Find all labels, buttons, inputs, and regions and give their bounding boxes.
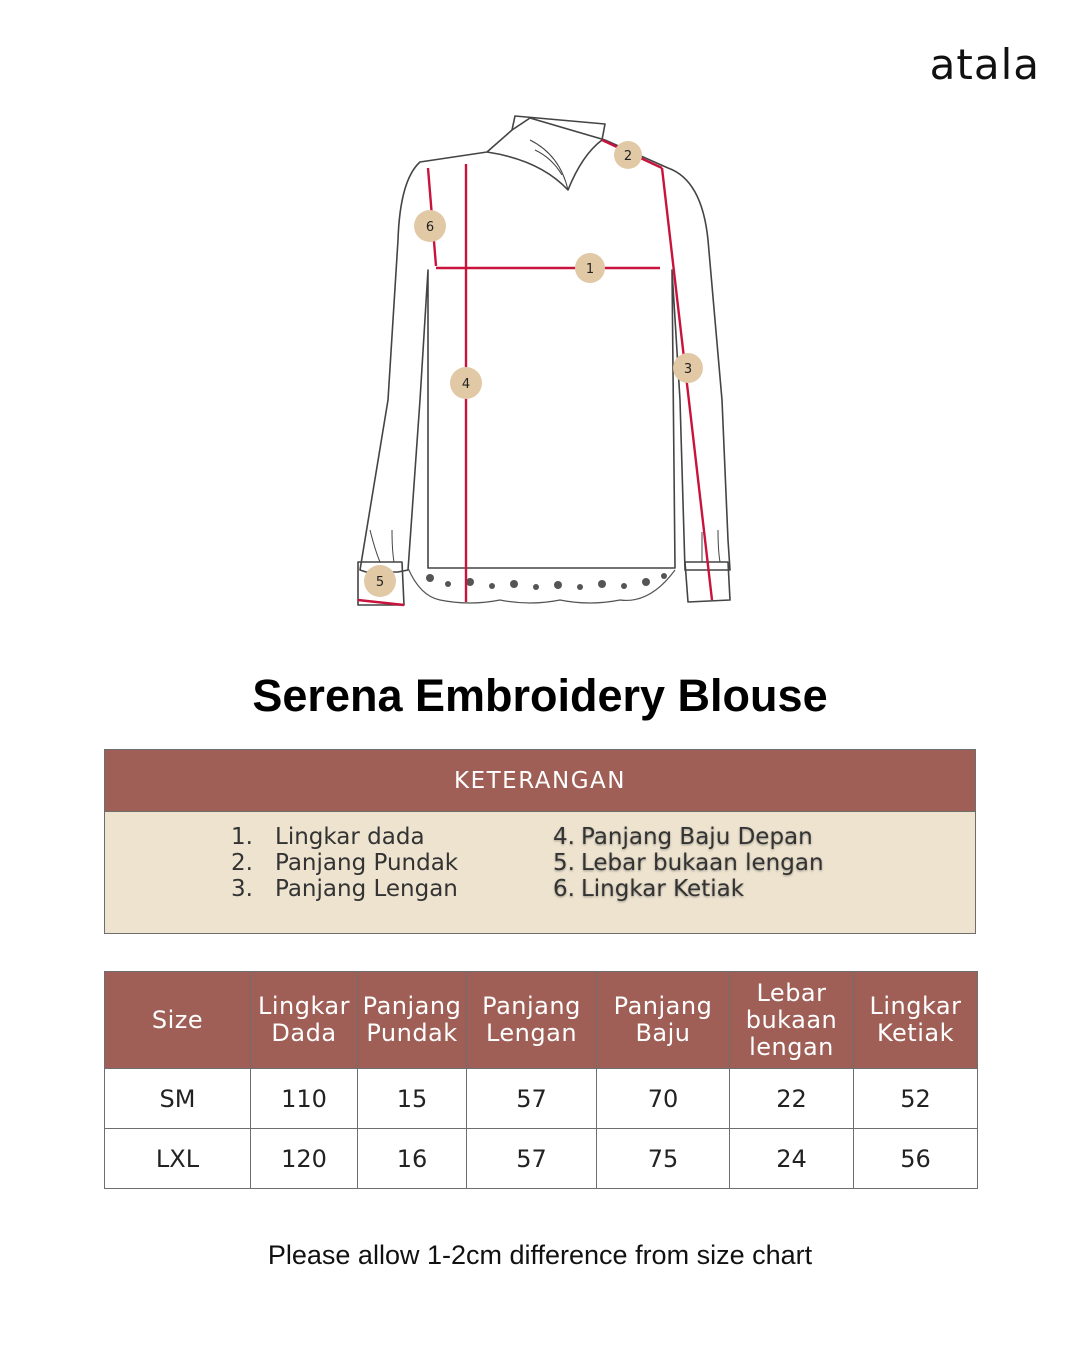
size-disclaimer: Please allow 1-2cm difference from size chart — [267, 1240, 813, 1270]
legend-item: 2. Panjang Pundak — [231, 850, 459, 876]
size-chart-table — [104, 971, 978, 1189]
cell-panjang-baju: 75 — [597, 1129, 730, 1189]
header-lingkar-dada: Lingkar Dada — [251, 972, 358, 1069]
blouse-illustration — [330, 100, 750, 620]
header-panjang-pundak: Panjang Pundak — [358, 972, 467, 1069]
cell-lingkar-ketiak: 52 — [854, 1069, 978, 1129]
header-lebar-bukaan-lengan: Lebar bukaan lengan — [730, 972, 854, 1069]
marker-5 — [364, 565, 396, 597]
legend-panel — [104, 749, 976, 934]
svg-text:1: 1 — [585, 262, 595, 277]
cell-size: SM — [105, 1069, 251, 1129]
cell-panjang-lengan: 57 — [467, 1069, 597, 1129]
legend-item: 4. Panjang Baju Depan — [553, 824, 813, 850]
legend-item: 6. Lingkar Ketiak — [553, 876, 745, 902]
cell-lingkar-ketiak: 56 — [854, 1129, 978, 1189]
cell-size: LXL — [105, 1129, 251, 1189]
marker-6 — [414, 210, 446, 242]
table-header-row — [105, 972, 978, 1069]
legend-item: 1. Lingkar dada — [231, 824, 425, 850]
cell-lebar-bukaan-lengan: 24 — [730, 1129, 854, 1189]
svg-text:6: 6 — [425, 220, 435, 235]
header-lingkar-ketiak: Lingkar Ketiak — [854, 972, 978, 1069]
svg-text:4: 4 — [461, 377, 471, 392]
table-row — [105, 1069, 978, 1129]
brand-logo: atala — [929, 40, 1040, 89]
header-size: Size — [105, 972, 251, 1069]
cell-panjang-pundak: 16 — [358, 1129, 467, 1189]
marker-1 — [575, 253, 605, 283]
product-title: Serena Embroidery Blouse — [252, 670, 828, 721]
cell-panjang-pundak: 15 — [358, 1069, 467, 1129]
marker-4 — [450, 367, 482, 399]
legend-item: 3. Panjang Lengan — [231, 876, 458, 902]
header-panjang-baju: Panjang Baju — [597, 972, 730, 1069]
header-panjang-lengan: Panjang Lengan — [467, 972, 597, 1069]
cell-lingkar-dada: 120 — [251, 1129, 358, 1189]
legend-item: 5. Lebar bukaan lengan — [553, 850, 824, 876]
cell-panjang-baju: 70 — [597, 1069, 730, 1129]
cell-panjang-lengan: 57 — [467, 1129, 597, 1189]
cell-lebar-bukaan-lengan: 22 — [730, 1069, 854, 1129]
svg-text:2: 2 — [623, 149, 633, 164]
marker-2 — [614, 141, 642, 169]
table-row — [105, 1129, 978, 1189]
cell-lingkar-dada: 110 — [251, 1069, 358, 1129]
svg-text:5: 5 — [375, 575, 385, 590]
legend-left-column — [201, 824, 458, 902]
legend-heading: KETERANGAN — [105, 750, 975, 812]
legend-right-column — [553, 824, 824, 902]
svg-text:3: 3 — [683, 362, 693, 377]
marker-3 — [673, 353, 703, 383]
